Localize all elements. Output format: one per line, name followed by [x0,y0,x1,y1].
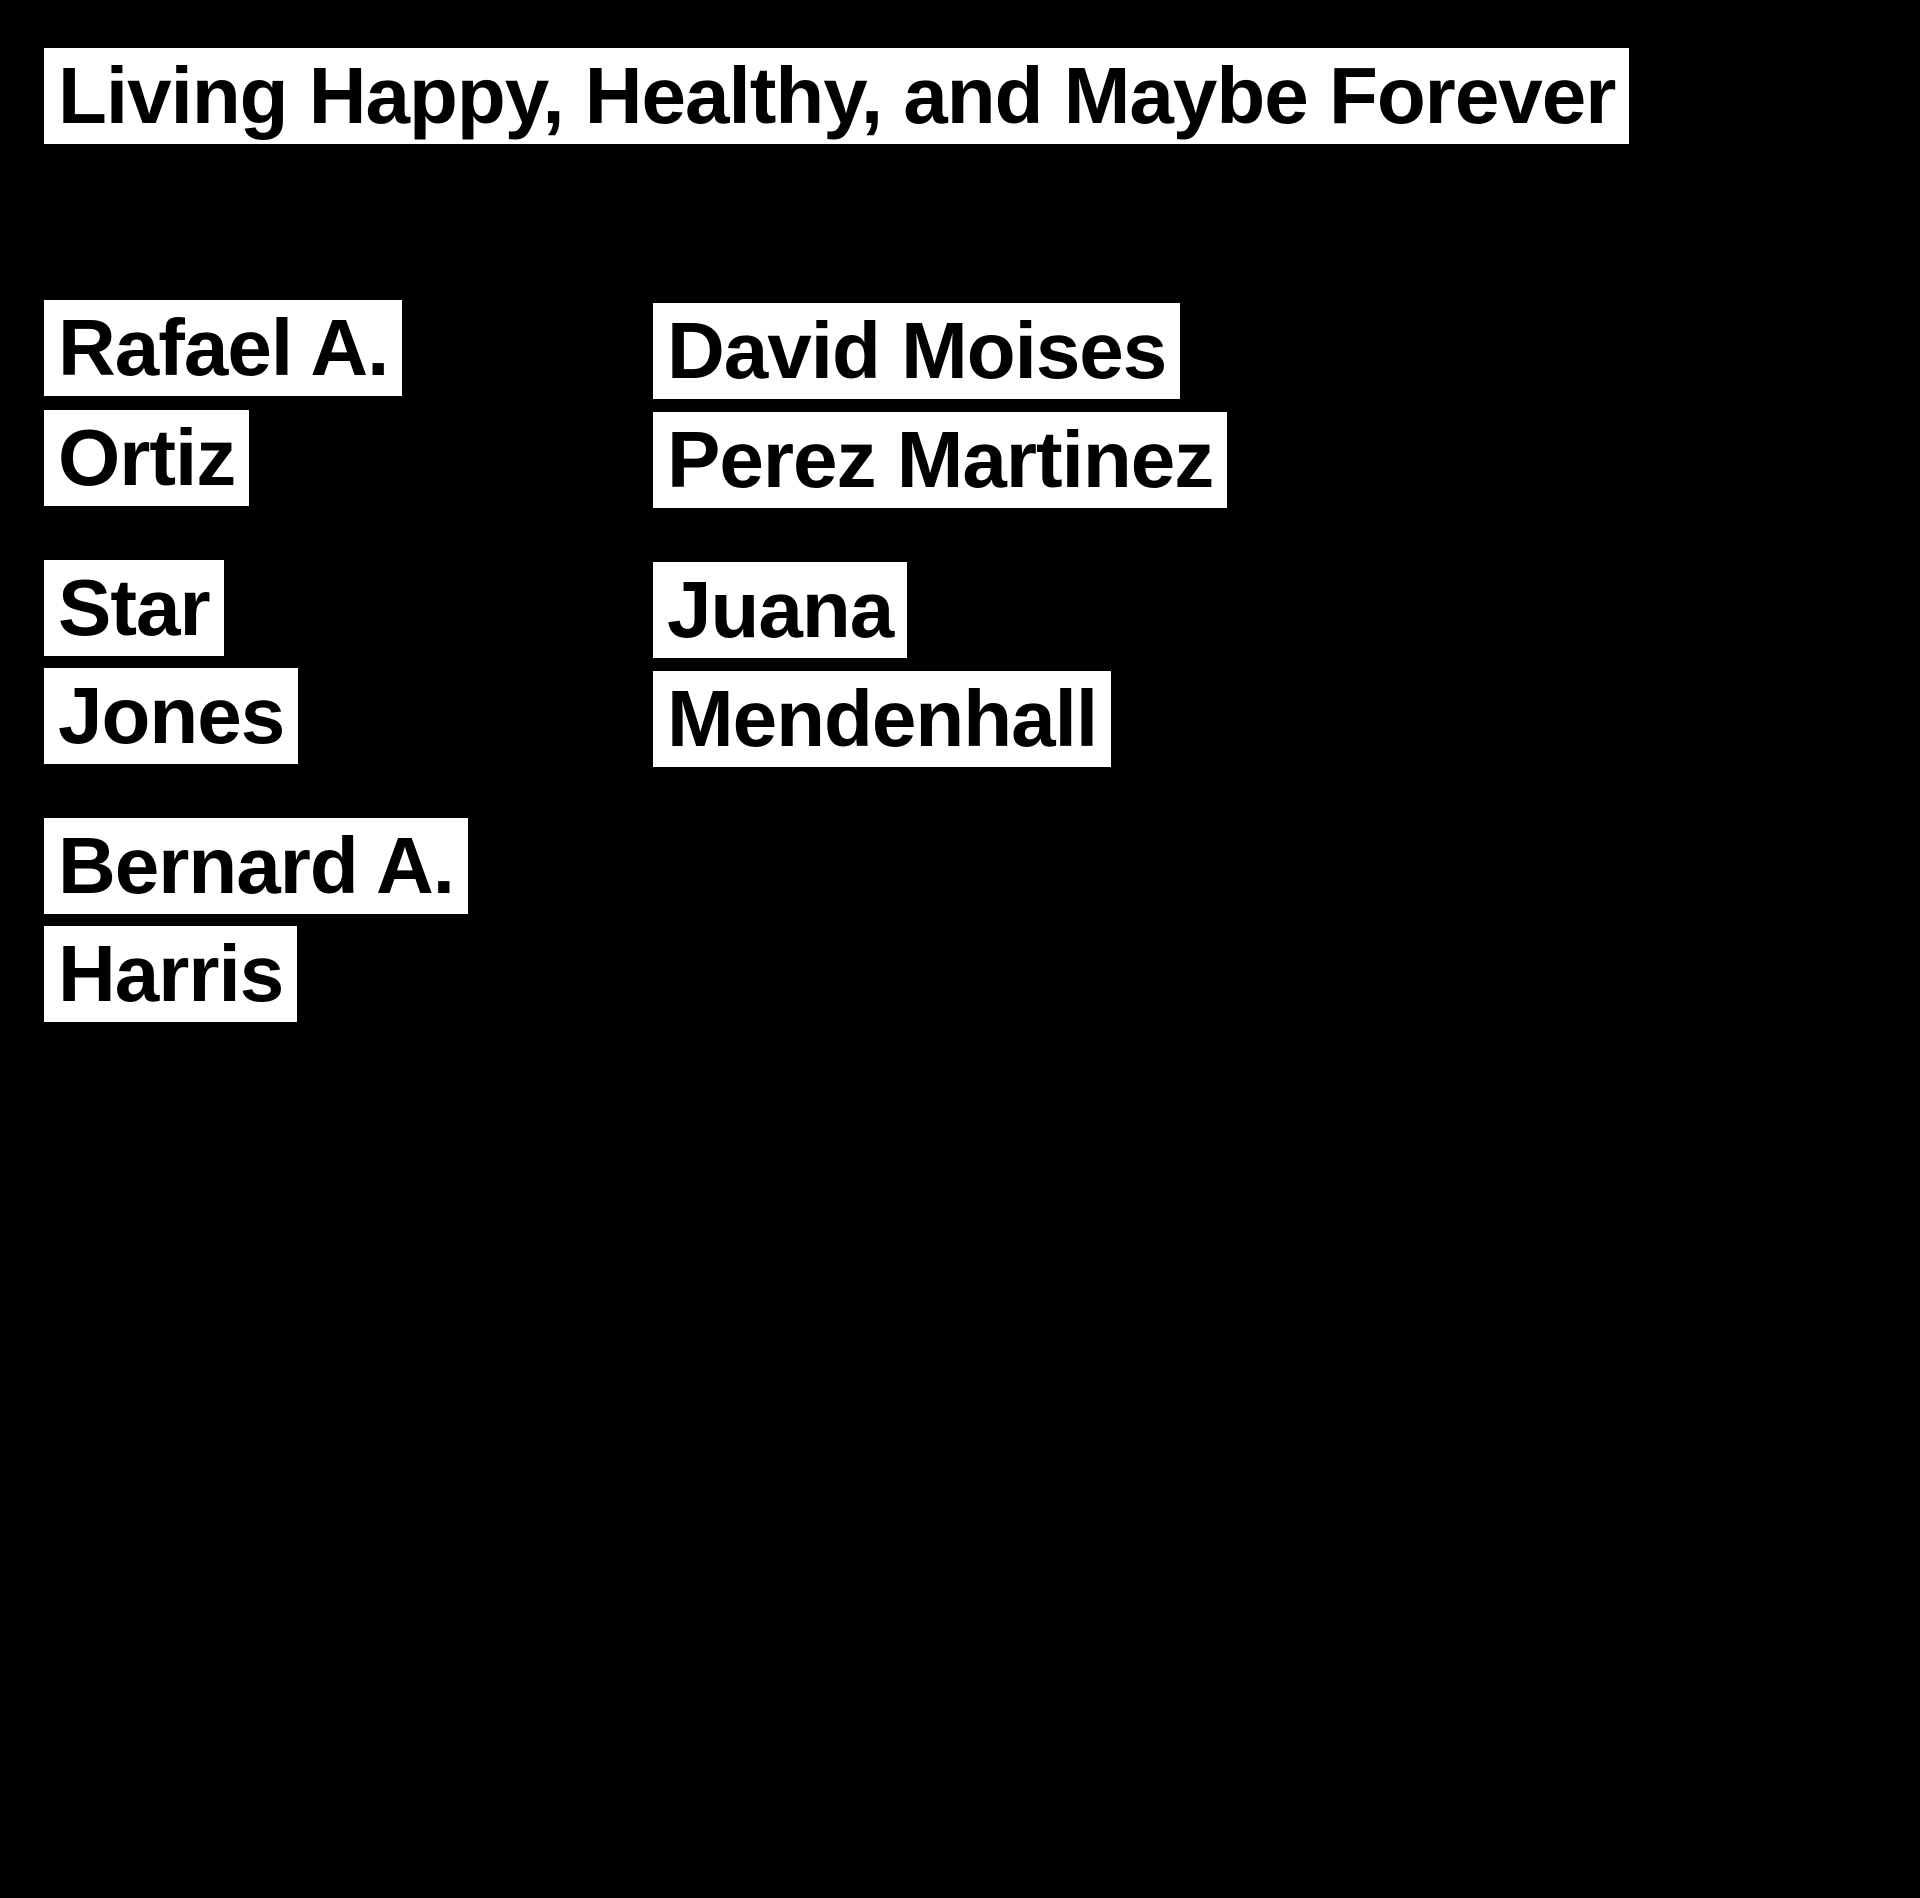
name-first-bernard: Bernard A. [44,818,468,914]
name-first-star: Star [44,560,224,656]
page-title: Living Happy, Healthy, and Maybe Forever [44,48,1629,144]
name-first-david: David Moises [653,303,1180,399]
name-last-perez-martinez: Perez Martinez [653,412,1227,508]
name-last-ortiz: Ortiz [44,410,249,506]
name-last-jones: Jones [44,668,298,764]
name-first-juana: Juana [653,562,907,658]
name-last-harris: Harris [44,926,297,1022]
name-last-mendenhall: Mendenhall [653,671,1111,767]
name-first-rafael: Rafael A. [44,300,402,396]
